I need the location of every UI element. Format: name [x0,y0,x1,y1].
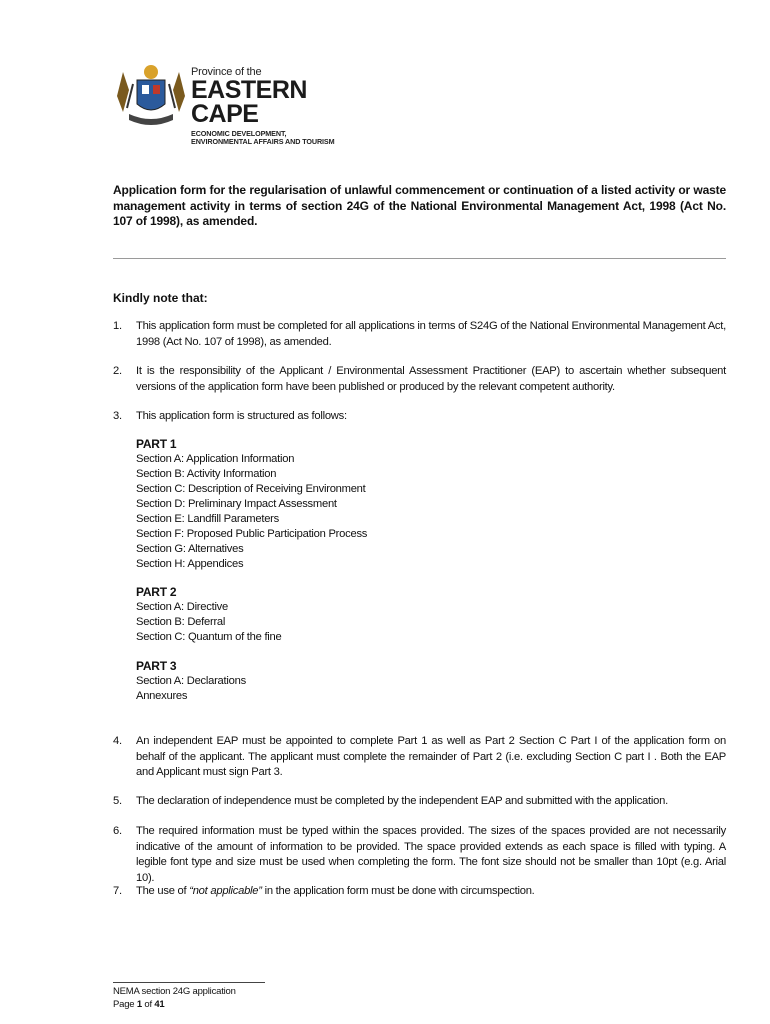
page-label: Page [113,999,137,1010]
list-item-text: The required information must be typed within the spaces provided. The sizes of the spaces provided are not necessarily indicative of the amount of information to be provided. The space provided extends as each space is filled with typing. A legible font type and size must be used when completing the form. The font size should not be smaller than 10pt (e.g. Arial 10). [136,825,726,884]
page-footer [113,985,236,1011]
list-item-number: 6. [113,825,122,837]
outline-line: Section A: Declarations [136,675,246,687]
part-3-outline [136,659,246,704]
outline-line: Section E: Landfill Parameters [136,513,279,525]
list-item [113,409,726,425]
coat-of-arms-icon [113,60,189,130]
list-item-number: 1. [113,320,122,332]
list-item [113,824,726,886]
page-of: of [141,999,155,1010]
page-number [113,998,236,1011]
document-title: Application form for the regularisation of unlawful commencement or continuation of a listed activity or waste management activity in terms of section 24G of the National Environmental Management Act, 1998 (Act No. 107 of 1998), as amended. [113,183,726,228]
part-heading: PART 2 [136,585,177,599]
part-1-outline [136,437,367,572]
list-item-text [136,884,726,900]
logo-dept-line-2: ENVIRONMENTAL AFFAIRS AND TOURISM [191,137,335,146]
outline-line: Section C: Quantum of the fine [136,631,282,643]
outline-line: Section C: Description of Receiving Environment [136,483,366,495]
list-item-text-part: in the application form must be done with circumspection. [261,885,535,897]
outline-line: Section H: Appendices [136,558,244,570]
outline-line: Section F: Proposed Public Participation Process [136,528,368,540]
outline-line: Section D: Preliminary Impact Assessment [136,498,337,510]
footer-divider [113,982,265,983]
outline-line: Annexures [136,690,188,702]
outline-line: Section B: Deferral [136,616,226,628]
list-item-text: This application form must be completed for all applications in terms of S24G of the National Environmental Management Act, 1998 (Act No. 107 of 1998), as amended. [136,320,726,348]
list-item-number: 5. [113,795,122,807]
list-item-text: It is the responsibility of the Applicant / Environmental Assessment Practitioner (EAP) to ascertain whether subsequent versions of the application form have been published or produced by the relevant competent authority. [136,365,726,393]
outline-line: Section A: Application Information [136,453,295,465]
logo-department [191,130,343,146]
logo-province-line: Province of the [191,66,262,78]
list-item-number: 3. [113,410,122,422]
outline-line: Section B: Activity Information [136,468,277,480]
part-2-outline [136,585,281,645]
list-item-number: 7. [113,885,122,897]
note-heading: Kindly note that: [113,291,208,305]
list-item [113,319,726,350]
part-heading: PART 1 [136,437,177,451]
list-item [113,364,726,395]
list-item-text-part: The use of [136,885,190,897]
logo-name-line: EASTERN CAPE [191,76,307,128]
logo [113,60,343,146]
page-total: 41 [154,999,165,1010]
list-item [113,794,726,810]
part-heading: PART 3 [136,659,177,673]
outline-line: Section G: Alternatives [136,543,244,555]
logo-dept-line-1: ECONOMIC DEVELOPMENT, [191,129,287,138]
list-item [113,734,726,781]
not-applicable-emphasis: “not applicable” [189,885,262,897]
footer-doc-name: NEMA section 24G application [113,986,236,997]
list-item-number: 2. [113,365,122,377]
title-divider [113,258,726,259]
list-item-text: The declaration of independence must be completed by the independent EAP and submitted with the application. [136,795,668,807]
list-item-text: An independent EAP must be appointed to complete Part 1 as well as Part 2 Section C Part I of the application form on behalf of the applicant. The applicant must complete the remainder of Part 2 (i.e. excluding Section C part I . Both the EAP and Applicant must sign Part 3. [136,735,726,778]
list-item [113,884,726,900]
page-current: 1 [136,999,142,1010]
outline-line: Section A: Directive [136,601,228,613]
list-item-number: 4. [113,735,122,747]
list-item-text: This application form is structured as follows: [136,410,347,422]
